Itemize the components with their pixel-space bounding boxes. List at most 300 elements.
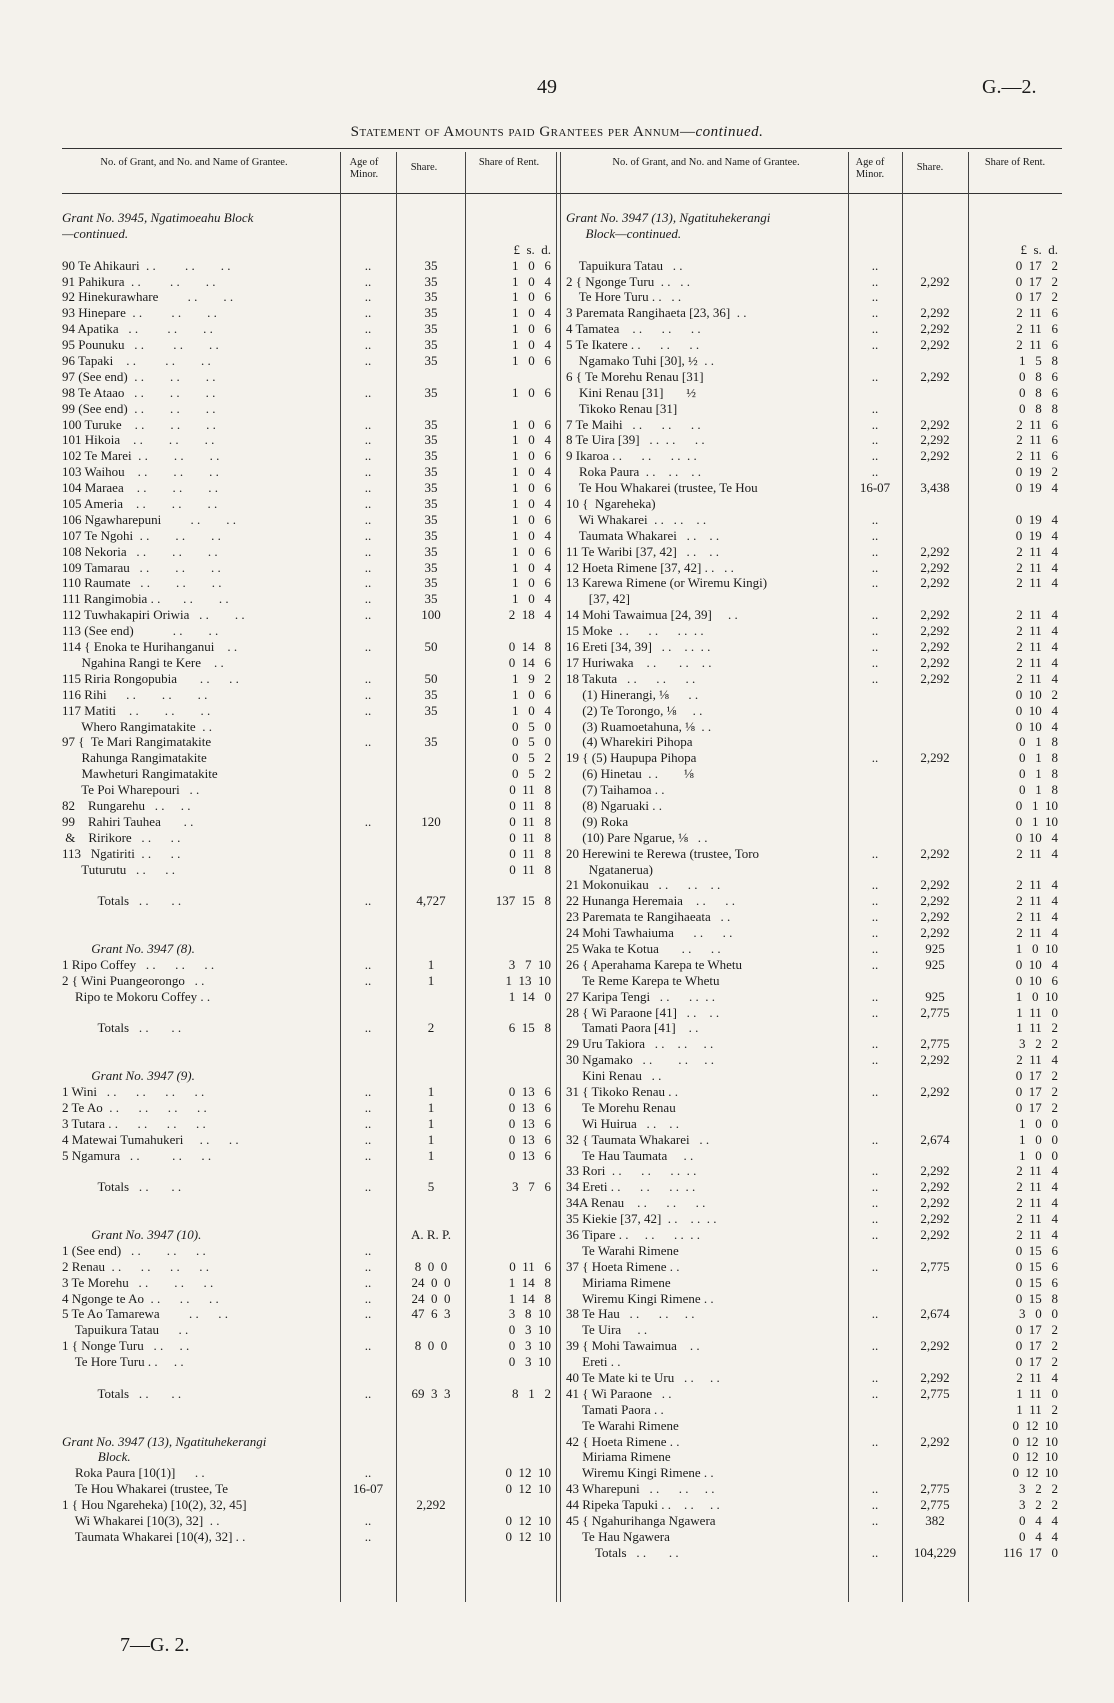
left-cell: .. [364,1306,372,1322]
left-cell: 113 Ngatiriti . . . . [62,845,181,861]
left-cell: .. [364,305,372,321]
right-cell: 35 Kiekie [37, 42] . . . . . . [566,1211,717,1227]
right-cell: 0 17 2 [1015,257,1058,273]
right-cell: .. [871,1481,879,1497]
left-cell: 4,727 [416,893,446,909]
right-cell: 2,775 [920,1385,950,1401]
left-cell: 2 [427,1020,435,1036]
left-cell: 0 13 6 [508,1131,551,1147]
right-cell: .. [871,1195,879,1211]
left-cell: .. [364,1385,372,1401]
right-cell [904,512,966,528]
left-header-age: Age of Minor. [349,157,379,180]
left-cell: 112 Tuwhakapiri Oriwia . . . . [62,607,245,623]
left-cell: .. [364,1465,372,1481]
right-cell [904,687,966,703]
right-cell: 2,292 [920,1227,950,1242]
left-cell: 1 Wini . . . . . . . . [62,1083,205,1099]
left-cell: 97 { Te Mari Rangimatakite [62,734,212,750]
right-cell: 5 Te Ikatere . . . . . . [566,337,700,353]
left-cell: Tuturutu . . . . [62,861,176,877]
left-cell [342,925,394,941]
left-cell: 1 { Hou Ngareheka) [10(2), 32, 45] [62,1497,247,1513]
right-cell [850,719,900,735]
left-cell: .. [364,686,372,702]
right-cell: 2,292 [920,909,950,925]
right-cell [904,782,966,798]
right-cell: 2,292 [920,1163,950,1179]
right-cell: Ngatanerua) [566,861,653,877]
right-cell: (3) Ruamoetahuna, ⅛ . . [566,718,712,734]
right-cell [850,1354,900,1370]
right-cell: 2,292 [920,337,950,353]
left-age-column [342,210,394,1545]
left-cell: 1 14 0 [508,988,551,1004]
left-cell: 1 [427,1083,435,1099]
page-reference: G.—2. [982,76,1037,98]
left-cell: 107 Te Ngohi . . . . . . [62,527,221,543]
left-cell [342,1402,394,1418]
left-cell: 1 0 6 [512,321,551,337]
left-cell: 103 Waihou . . . . . . [62,464,219,480]
left-cell [342,1227,394,1243]
left-cell [467,941,551,957]
right-cell: 0 8 6 [1019,368,1058,384]
right-cell: Wi Huirua . . . . [566,1115,679,1131]
left-cell [342,798,394,814]
right-cell: (6) Hinetau . . ⅛ [566,766,694,782]
right-cell: 2,674 [920,1306,950,1322]
left-cell [467,909,551,925]
right-cell: 9 Ikaroa . . . . . . . . [566,448,697,464]
left-cell [62,1052,338,1068]
right-cell: 0 4 4 [1019,1513,1058,1529]
right-cell [850,830,900,846]
left-cell: 16-07 [352,1481,384,1497]
right-cell: 0 17 2 [1015,289,1058,305]
right-cell [850,734,900,750]
right-cell: 1 0 0 [1019,1147,1058,1163]
left-cell: .. [364,416,372,432]
left-cell: .. [364,543,372,559]
right-cell: .. [871,1211,879,1227]
right-cell: 4 Tamatea . . . . . . [566,321,701,337]
right-cell: 3 2 2 [1019,1497,1058,1513]
right-cell [904,862,966,878]
left-cell: 3 8 10 [508,1306,551,1322]
right-cell: 28 { Wi Paraone [41] . . . . [566,1004,720,1020]
left-cell [342,401,394,417]
left-cell: 0 11 8 [509,861,551,877]
right-cell [904,734,966,750]
left-cell: 1 0 6 [512,416,551,432]
right-cell: 39 { Mohi Tawaimua . . [566,1338,700,1354]
right-cell: 2,292 [920,321,950,337]
right-cell: .. [871,988,879,1004]
right-cell [850,226,900,242]
left-cell: 0 12 10 [505,1528,551,1544]
left-cell: 0 13 6 [508,1115,551,1131]
right-cell [904,401,966,417]
left-cell [62,925,338,941]
right-cell: 1 11 2 [1016,1401,1058,1417]
right-cell: 2,775 [920,1258,950,1274]
right-cell: 34A Renau . . . . . . [566,1195,706,1211]
left-cell [467,1243,551,1259]
left-cell: Grant No. 3947 (9). [62,1068,195,1084]
right-cell: 36 Tipare . . . . . . . . [566,1227,700,1242]
right-cell [904,766,966,782]
right-cell: 2 11 6 [1016,416,1058,432]
right-cell: 116 17 0 [1003,1544,1058,1560]
right-cell [904,1354,966,1370]
right-cell: 7 Te Maihi . . . . . . [566,416,701,432]
left-cell: Wi Whakarei [10(3), 32] . . [62,1513,220,1529]
left-cell [342,877,394,893]
right-cell: 21 Mokonuikau . . . . . . [566,877,721,893]
right-cell: 19 { (5) Haupupa Pihopa [566,750,697,766]
left-cell: .. [364,511,372,527]
right-cell: 0 12 10 [1012,1417,1058,1433]
right-cell [850,496,900,512]
left-cell: 35 [424,591,438,607]
right-cell: 2 11 4 [1016,845,1058,861]
left-cell [342,1036,394,1052]
left-cell: 0 11 8 [509,782,551,798]
right-cell: (4) Wharekiri Pihopa [566,734,693,750]
left-cell: .. [364,321,372,337]
right-cell: 0 15 6 [1015,1258,1058,1274]
left-cell [467,210,551,226]
right-cell: .. [871,909,879,925]
right-cell: Wiremu Kingi Rimene . . [566,1290,714,1306]
left-cell: 1 0 6 [512,511,551,527]
right-cell: 2,292 [920,607,950,623]
left-cell [398,830,464,846]
right-cell: 2,292 [920,654,950,670]
right-cell: 15 Moke . . . . . . . . [566,623,704,639]
left-cell [342,242,394,258]
right-cell: 41 { Wi Paraone . . [566,1385,672,1401]
right-cell: Wi Whakarei . . . . . . [566,511,707,527]
left-cell [62,1005,338,1021]
left-cell: .. [364,1147,372,1163]
left-cell: .. [364,353,372,369]
left-cell: & Ririkore . . . . [62,829,181,845]
right-cell: 2 11 4 [1016,575,1058,591]
left-cell: .. [364,734,372,750]
right-cell: 3 Paremata Rangihaeta [23, 36] . . [566,305,747,321]
left-cell: 0 5 2 [512,750,551,766]
right-cell [904,242,966,258]
left-cell [342,1322,394,1338]
left-cell [342,782,394,798]
right-cell: .. [871,432,879,448]
right-cell: 2 11 4 [1016,639,1058,655]
right-cell: 2,775 [920,1004,950,1020]
right-cell: .. [871,575,879,591]
left-cell: Block. [62,1449,131,1465]
left-cell: 98 Te Ataao . . . . . . [62,384,216,400]
left-cell [342,1052,394,1068]
right-cell [850,385,900,401]
right-cell [850,766,900,782]
right-cell: 2 { Ngonge Turu . . . . [566,273,690,289]
right-header-share: Share. [916,162,944,173]
right-cell: 2,292 [920,845,950,861]
right-cell: 17 Huriwaka . . . . . . [566,654,712,670]
page-number: 49 [537,76,557,98]
left-cell: 5 Te Ao Tamarewa . . . . [62,1306,228,1322]
right-cell: 16 Ereti [34, 39] . . . . . . [566,639,711,655]
left-cell: 1 0 4 [512,559,551,575]
left-cell: 2 { Wini Puangeorongo . . [62,972,205,988]
left-cell: 35 [424,353,438,369]
left-cell: .. [364,1083,372,1099]
left-share-column [398,210,464,1545]
right-cell [904,1275,966,1291]
left-cell [342,1449,394,1465]
right-cell: Tikoko Renau [31] [566,400,678,416]
right-cell: 2,292 [920,575,950,591]
left-cell: 0 5 2 [512,766,551,782]
left-cell: 96 Tapaki . . . . . . [62,353,211,369]
title-continued: continued. [695,124,764,140]
right-cell: 2,292 [920,623,950,639]
left-cell: 0 11 8 [509,813,551,829]
left-cell [398,1434,464,1450]
right-cell: 2,292 [920,1370,950,1386]
left-header-share: Share. [410,162,438,173]
right-cell [904,1116,966,1132]
right-cell [850,782,900,798]
left-cell: .. [364,639,372,655]
left-cell: 0 11 8 [509,845,551,861]
right-cell [970,210,1058,226]
right-cell: 0 15 6 [1015,1274,1058,1290]
left-cell: Totals . . . . [62,1385,182,1401]
right-cell: Ngamako Tuhi [30], ½ . . [566,353,715,369]
left-cell: 100 Turuke . . . . . . [62,416,216,432]
right-cell: 0 19 4 [1015,480,1058,496]
left-cell: .. [364,972,372,988]
left-cell: 94 Apatika . . . . . . [62,321,213,337]
left-cell: 1 [427,1147,435,1163]
left-cell [342,846,394,862]
right-cell: 2 11 4 [1016,623,1058,639]
left-cell: .. [364,496,372,512]
right-cell [850,1020,900,1036]
right-cell: 0 10 2 [1015,686,1058,702]
left-cell [342,655,394,671]
title-main: Statement of Amounts paid Grantees per Annum— [350,124,696,140]
left-cell: 8 1 2 [512,1385,551,1401]
right-cell: 2 11 4 [1016,1227,1058,1242]
right-cell [904,258,966,274]
left-cell: 108 Nekoria . . . . . . [62,543,218,559]
left-cell [342,1354,394,1370]
right-cell [850,1529,900,1545]
left-cell [62,242,338,258]
left-cell [62,1418,338,1434]
left-cell: 0 12 10 [505,1513,551,1529]
left-header-rent: Share of Rent. [478,157,540,168]
right-rent-column [970,210,1058,1561]
left-cell: Grant No. 3947 (10). [62,1227,202,1242]
left-cell [467,1402,551,1418]
left-cell [342,369,394,385]
right-cell [850,1449,900,1465]
left-cell: 1 0 4 [512,432,551,448]
left-cell: 1 0 4 [512,702,551,718]
left-cell: 35 [424,575,438,591]
left-cell [62,909,338,925]
left-cell: 50 [424,639,438,655]
right-cell: 26 { Aperahama Karepa te Whetu [566,956,743,972]
left-cell [398,210,464,226]
left-cell: 35 [424,273,438,289]
right-cell: 11 Te Waribi [37, 42] . . . . [566,543,720,559]
rule-left-age [340,152,341,1602]
right-cell: 2,674 [920,1131,950,1147]
left-cell: 0 5 0 [512,718,551,734]
right-cell: 925 [925,940,945,956]
left-cell [342,1163,394,1179]
right-cell [904,210,966,226]
left-cell: 0 12 10 [505,1481,551,1497]
right-cell: Totals . . . . [566,1544,679,1560]
left-cell: Grant No. 3947 (13), Ngatituhekerangi [62,1433,267,1449]
right-cell: 2,292 [920,1433,950,1449]
right-cell: 38 Te Hau . . . . . . [566,1306,695,1322]
right-cell: .. [871,1004,879,1020]
right-cell: 0 10 6 [1015,972,1058,988]
left-cell [398,623,464,639]
left-cell: 137 15 8 [495,893,551,909]
right-cell: 2 11 6 [1016,321,1058,337]
right-cell: 2 11 4 [1016,877,1058,893]
left-cell: 2 18 4 [508,607,551,623]
left-cell: 0 14 8 [508,639,551,655]
right-cell: 0 12 10 [1012,1465,1058,1481]
left-cell: Te Hou Whakarei (trustee, Te [62,1481,229,1497]
right-cell: .. [871,543,879,559]
right-cell: 0 1 10 [1015,797,1058,813]
left-cell: —continued. [62,225,129,241]
right-cell: .. [871,1036,879,1052]
right-cell: .. [871,750,879,766]
left-cell: .. [364,1338,372,1354]
left-cell: .. [364,1274,372,1290]
left-cell: .. [364,607,372,623]
right-cell: Kini Renau [31] ½ [566,384,696,400]
right-cell [904,1100,966,1116]
right-cell [850,1322,900,1338]
right-cell: 0 10 4 [1015,956,1058,972]
left-cell [342,1434,394,1450]
left-cell: 99 (See end) . . . . . . [62,400,216,416]
right-cell: Roka Paura . . . . . . [566,464,702,480]
left-cell [62,1163,338,1179]
right-cell: Te Hore Turu . . . . [566,289,682,305]
left-cell [342,623,394,639]
right-cell: 16-07 [859,480,891,496]
left-cell: 0 3 10 [508,1354,551,1370]
right-cell: (8) Ngaruaki . . [566,797,663,813]
left-cell: 35 [424,384,438,400]
left-cell [398,925,464,941]
left-cell: 1 0 6 [512,257,551,273]
left-cell: 2,292 [416,1497,446,1513]
left-cell: 106 Ngawharepuni . . . . [62,511,237,527]
right-cell: .. [871,639,879,655]
right-cell: .. [871,464,879,480]
right-cell: 43 Wharepuni . . . . . . [566,1481,715,1497]
right-cell: .. [871,940,879,956]
right-cell: .. [871,1227,879,1242]
left-cell: .. [364,1290,372,1306]
left-cell: 0 12 10 [505,1465,551,1481]
right-cell: 8 Te Uira [39] . . . . . . [566,432,705,448]
right-cell: 2,775 [920,1036,950,1052]
left-cell: 115 Riria Rongopubia . . . . [62,670,239,686]
left-cell: 5 [427,1179,435,1195]
right-cell [904,1529,966,1545]
left-cell: Totals . . . . [62,893,182,909]
left-cell: 1 0 4 [512,527,551,543]
right-cell: Tapuikura Tatau . . [566,257,683,273]
left-cell: 24 0 0 [411,1290,451,1306]
page-title [0,124,1114,141]
left-cell: 1 0 4 [512,591,551,607]
right-cell: 0 4 4 [1019,1528,1058,1544]
right-cell [904,814,966,830]
right-cell: 2,292 [920,750,950,766]
left-cell: 1 14 8 [508,1290,551,1306]
left-cell: Roka Paura [10(1)] . . [62,1465,205,1481]
left-cell [398,1481,464,1497]
left-cell: 1 14 8 [508,1274,551,1290]
left-cell: Grant No. 3945, Ngatimoeahu Block [62,210,254,225]
right-cell: (9) Roka [566,813,629,829]
left-cell: .. [364,337,372,353]
left-cell: 35 [424,305,438,321]
right-cell: (7) Taihamoa . . [566,782,665,798]
right-cell: 0 17 2 [1015,1354,1058,1370]
left-cell: 116 Rihi . . . . . . [62,686,208,702]
left-cell: Taumata Whakarei [10(4), 32] . . [62,1528,246,1544]
right-cell [904,528,966,544]
left-cell: .. [364,384,372,400]
left-cell: 1 0 6 [512,384,551,400]
left-cell: 1 0 4 [512,305,551,321]
right-cell: 925 [925,988,945,1004]
right-cell: .. [871,321,879,337]
right-cell [566,242,848,258]
left-cell [62,1195,338,1211]
right-cell [850,1100,900,1116]
left-cell [342,210,394,226]
left-cell: Grant No. 3947 (8). [62,940,195,956]
rule-right-age [848,152,849,1602]
right-cell: 2 11 4 [1016,543,1058,559]
left-cell: 1 0 6 [512,575,551,591]
right-cell [904,289,966,305]
right-cell: 2,292 [920,639,950,655]
right-cell: 1 11 0 [1016,1004,1058,1020]
left-cell: .. [364,591,372,607]
right-cell: .. [871,1385,879,1401]
